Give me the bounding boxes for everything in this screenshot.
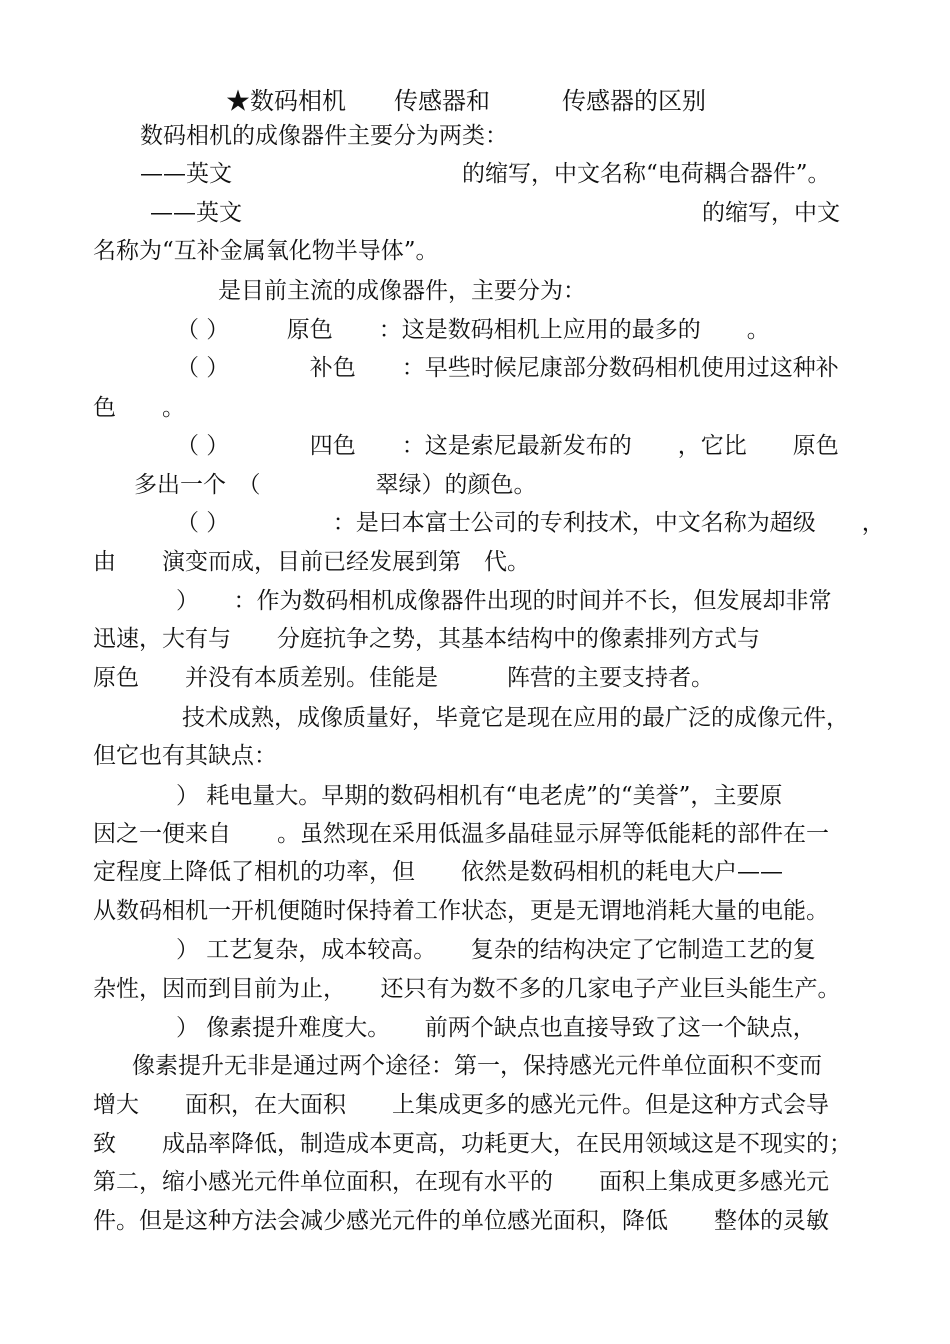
paragraph-line: ——英文 的缩写，中文 [150, 200, 840, 226]
paragraph-line: 定程度上降低了相机的功率，但 依然是数码相机的耗电大户—— [93, 859, 783, 885]
paragraph-line: 迅速，大有与 分庭抗争之势，其基本结构中的像素排列方式与 [93, 626, 760, 652]
paragraph-line: 因之一便来自 。虽然现在采用低温多晶硅显示屏等低能耗的部件在一 [93, 821, 829, 847]
paragraph-line: 致 成品率降低，制造成本更高，功耗更大，在民用领域这是不现实的； [93, 1131, 852, 1157]
paragraph-line: 杂性，因而到目前为止， 还只有为数不多的几家电子产业巨头能生产。 [93, 976, 841, 1002]
paragraph-line: 技术成熟，成像质量好，毕竟它是现在应用的最广泛的成像元件， [182, 705, 849, 731]
paragraph-line: 从数码相机一开机便随时保持着工作状态，更是无谓地消耗大量的电能。 [93, 898, 829, 924]
paragraph-line: （ ） 原色 ：这是数码相机上应用的最多的 。 [176, 317, 770, 343]
paragraph-line: （ ） 四色 ：这是索尼最新发布的 ，它比 原色 [176, 433, 839, 459]
paragraph-line: 是目前主流的成像器件，主要分为： [218, 278, 586, 304]
paragraph-line: 数码相机的成像器件主要分为两类： [140, 123, 508, 149]
paragraph-line: 像素提升无非是通过两个途径：第一，保持感光元件单位面积不变而 [132, 1053, 822, 1079]
paragraph-line: 第二，缩小感光元件单位面积，在现有水平的 面积上集成更多感光元 [93, 1169, 829, 1195]
paragraph-line: ） 像素提升难度大。 前两个缺点也直接导致了这一个缺点， [176, 1015, 816, 1041]
paragraph-line: 但它也有其缺点： [93, 743, 277, 769]
paragraph-line: ） 耗电量大。早期的数码相机有“电老虎”的“美誉”，主要原 [176, 783, 783, 809]
document-title: ★数码相机 传感器和 传感器的区别 [226, 87, 706, 115]
paragraph-line: 色 。 [93, 395, 185, 421]
paragraph-line: （ ） 补色 ：早些时候尼康部分数码相机使用过这种补 [176, 355, 839, 381]
paragraph-line: ） ：作为数码相机成像器件出现的时间并不长，但发展却非常 [176, 588, 832, 614]
paragraph-line: 由 演变而成，目前已经发展到第 代。 [93, 549, 530, 575]
paragraph-line: ） 工艺复杂，成本较高。 复杂的结构决定了它制造工艺的复 [176, 937, 816, 963]
paragraph-line: 增大 面积，在大面积 上集成更多的感光元件。但是这种方式会导 [93, 1092, 829, 1118]
paragraph-line: 多出一个 （ 翠绿）的颜色。 [134, 472, 537, 498]
paragraph-line: 名称为“互补金属氧化物半导体”。 [93, 238, 439, 264]
paragraph-line: （ ） ：是曰本富士公司的专利技术，中文名称为超级 ， [176, 510, 885, 536]
paragraph-line: 件。但是这种方法会减少感光元件的单位感光面积，降低 整体的灵敏 [93, 1208, 829, 1234]
paragraph-line: ——英文 的缩写，中文名称“电荷耦合器件”。 [140, 161, 831, 187]
paragraph-line: 原色 并没有本质差别。佳能是 阵营的主要支持者。 [93, 665, 714, 691]
